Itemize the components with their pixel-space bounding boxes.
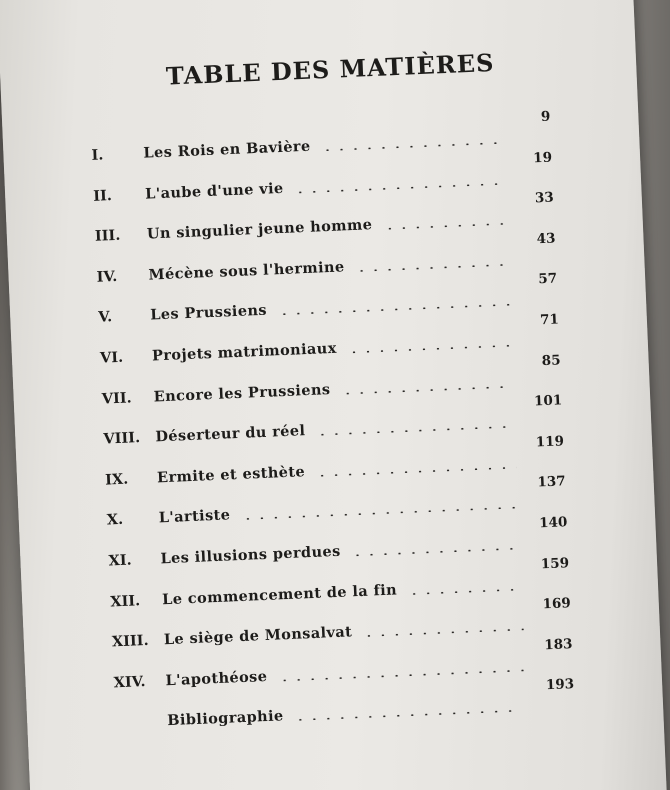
chapter-number: XII. — [109, 591, 141, 610]
toc-entry-line — [115, 698, 517, 732]
chapter-number: V. — [97, 308, 113, 327]
chapter-number: II. — [92, 186, 113, 205]
page-number: 85 — [541, 351, 561, 369]
table-of-contents — [88, 45, 586, 736]
dot-leader — [355, 263, 509, 271]
chapter-title: Déserteur du réel — [155, 422, 306, 446]
dot-leader — [316, 426, 516, 436]
dot-leader — [277, 304, 510, 316]
chapter-title: L'aube d'une vie — [144, 179, 284, 203]
page-number: 140 — [538, 514, 568, 532]
chapter-number: XIII. — [111, 632, 149, 651]
chapter-title: Mécène sous l'hermine — [148, 258, 345, 284]
dot-leader — [351, 547, 521, 556]
page-number: 137 — [537, 473, 566, 491]
chapter-title: Les Rois en Bavière — [143, 137, 311, 162]
page-number: 43 — [536, 230, 556, 248]
chapter-number: VI. — [99, 348, 124, 367]
chapter-number: X. — [106, 511, 124, 529]
dot-leader — [347, 344, 512, 353]
chapter-title: Ermite et esthète — [156, 462, 306, 487]
chapter-number: VIII. — [103, 429, 141, 448]
dot-leader — [294, 710, 517, 721]
page-number: 169 — [542, 595, 572, 613]
chapter-number: XIV. — [113, 672, 146, 692]
dot-leader — [321, 142, 504, 152]
chapter-title: Encore les Prussiens — [153, 380, 331, 406]
dot-leader — [340, 385, 513, 394]
dot-leader — [315, 466, 517, 476]
chapter-title: Les Prussiens — [149, 302, 268, 324]
chapter-title: Un singulier jeune homme — [146, 216, 373, 243]
page-number: 57 — [538, 270, 558, 288]
chapter-number: I. — [91, 146, 104, 164]
chapter-title: Le commencement de la fin — [161, 580, 398, 608]
toc-list — [90, 108, 585, 736]
chapter-title: Bibliographie — [166, 707, 284, 730]
page-number: 9 — [540, 108, 551, 125]
dot-leader — [407, 588, 522, 595]
chapter-title: L'apothéose — [165, 667, 268, 689]
dot-leader — [362, 628, 523, 637]
chapter-number: XI. — [108, 551, 132, 570]
dot-leader — [294, 182, 505, 193]
chapter-title: Projets matrimoniaux — [151, 339, 338, 365]
page-title: TABLE DES MATIÈRES — [165, 47, 495, 91]
page-number: 159 — [540, 554, 570, 572]
chapter-title: Le siège de Monsalvat — [163, 623, 353, 649]
chapter-number — [116, 725, 168, 727]
page-number: 183 — [543, 635, 573, 654]
chapter-number: III. — [94, 226, 121, 245]
chapter-number: VII. — [101, 388, 132, 408]
chapter-number: IX. — [104, 470, 129, 489]
page-number: 71 — [539, 311, 560, 329]
chapter-title: Les illusions perdues — [160, 542, 341, 568]
page-number: 119 — [535, 433, 565, 451]
page-number: 33 — [534, 189, 555, 207]
chapter-title: L'artiste — [158, 506, 231, 527]
page-number: 19 — [532, 149, 553, 166]
dot-leader — [382, 223, 506, 230]
chapter-number: IV. — [96, 267, 118, 286]
page-number: 101 — [533, 392, 563, 410]
page-number: 193 — [545, 676, 575, 694]
